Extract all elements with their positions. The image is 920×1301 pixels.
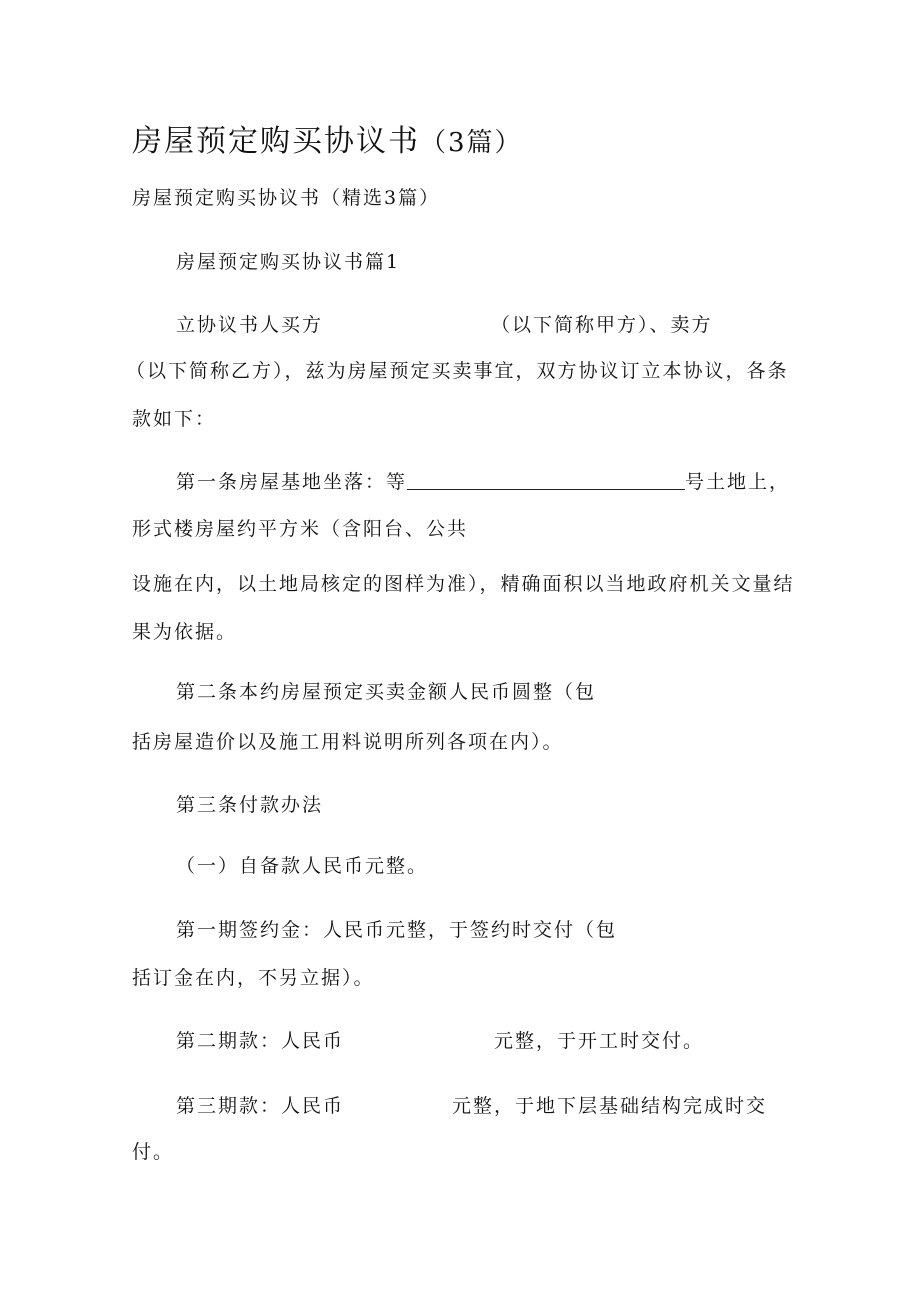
article-2-line-2: 括房屋造价以及施工用料说明所列各项在内）。 <box>132 731 564 753</box>
payment-1-line-1: 第一期签约金：人民币元整，于签约时交付（包 <box>176 919 618 941</box>
subtitle: 房屋预定购买协议书（精选3篇） <box>132 187 441 209</box>
item-1: （一）自备款人民币元整。 <box>176 855 429 877</box>
intro-line-2: （以下简称乙方），兹为房屋预定买卖事宜，双方协议订立本协议，各条 <box>126 360 789 382</box>
article-1-line-3: 设施在内，以土地局核定的图样为准），精确面积以当地政府机关文量结 <box>132 573 795 595</box>
location-blank <box>407 471 685 490</box>
article-2-line-1: 第二条本约房屋预定买卖金额人民币圆整（包 <box>176 681 597 703</box>
payment-3-line-2: 付。 <box>132 1141 175 1163</box>
intro-line-1 <box>176 313 713 337</box>
payment-2-lead: 第二期款：人民币 <box>176 1030 345 1052</box>
intro-line-3: 款如下： <box>132 408 217 430</box>
article-1-lead: 第一条房屋基地坐落：等 <box>176 471 408 493</box>
article-1-tail: 号土地上， <box>685 471 791 493</box>
intro-seller-label: （以下简称甲方）、卖方 <box>491 314 713 336</box>
payment-2-tail: 元整，于开工时交付。 <box>494 1030 705 1052</box>
document-title <box>132 116 523 160</box>
payment-1-line-2: 括订金在内，不另立据）。 <box>132 967 375 989</box>
title-suffix: （3篇） <box>420 128 523 158</box>
payment-2-line <box>176 1029 704 1053</box>
intro-buyer-label: 立协议书人买方 <box>176 314 324 336</box>
article-1-line-2: 形式楼房屋约平方米（含阳台、公共 <box>132 518 469 540</box>
article-1-line-4: 果为依据。 <box>132 621 238 643</box>
payment-3-tail: 元整，于地下层基础结构完成时交 <box>452 1095 768 1117</box>
section-heading: 房屋预定购买协议书篇1 <box>176 251 401 273</box>
article-1-line-1 <box>176 470 790 494</box>
article-3-heading: 第三条付款办法 <box>176 794 324 816</box>
payment-3-lead: 第三期款：人民币 <box>176 1095 345 1117</box>
payment-3-line-1 <box>176 1094 767 1118</box>
title-text: 房屋预定购买协议书 <box>132 124 420 159</box>
